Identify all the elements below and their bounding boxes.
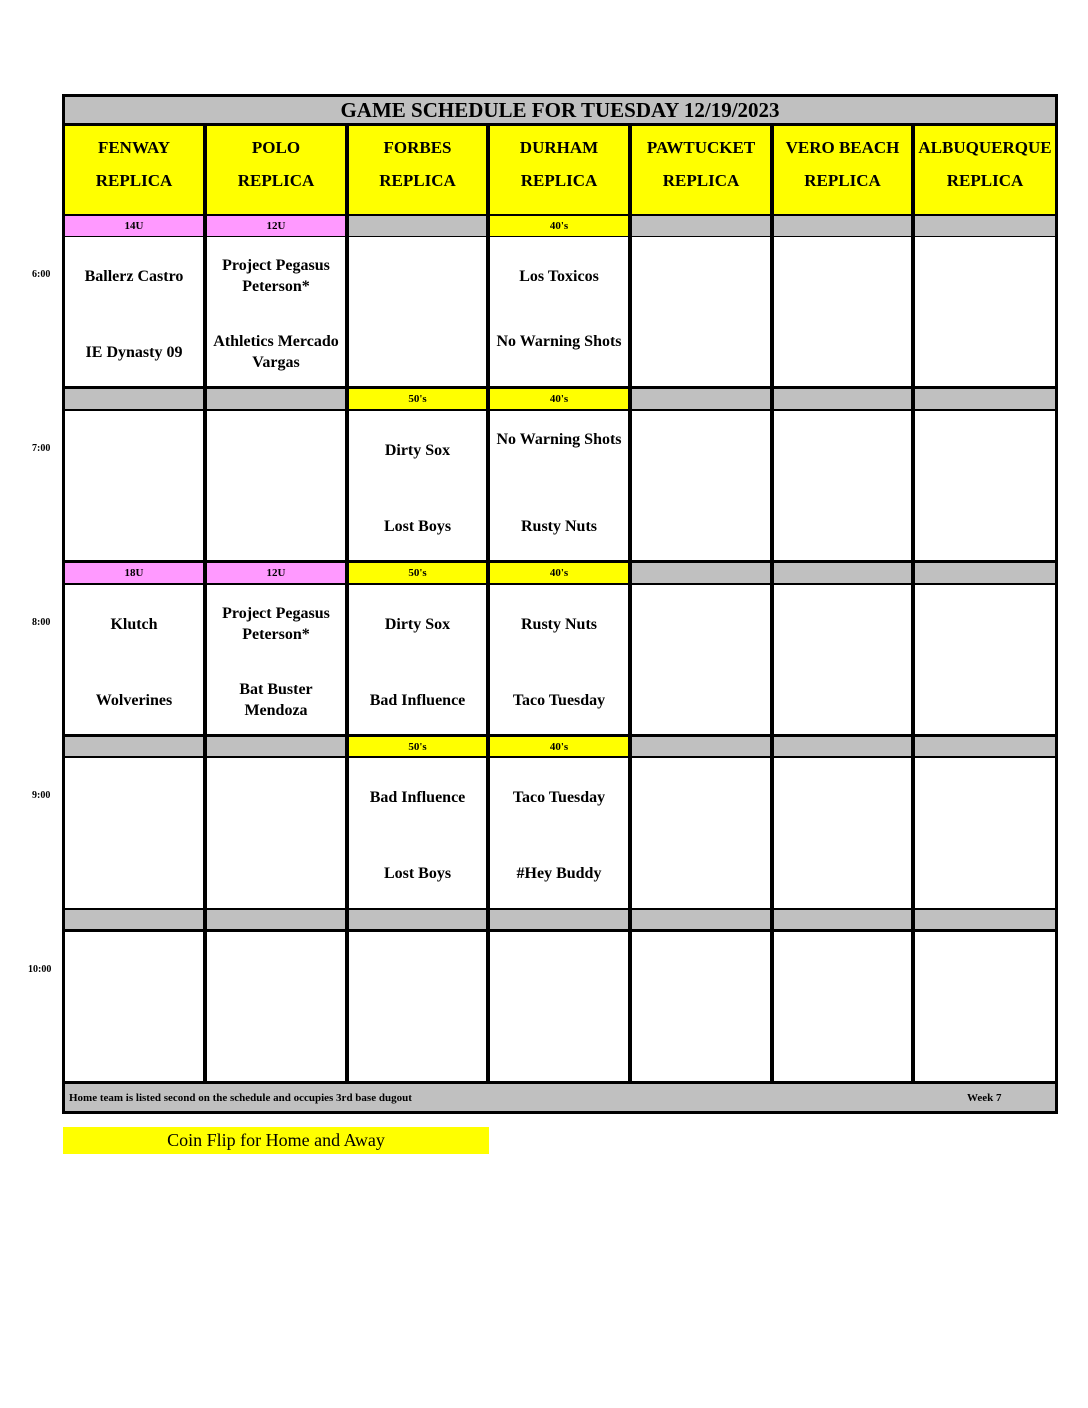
away-team: Los Toxicos xyxy=(519,268,599,285)
game-cell xyxy=(349,585,486,734)
field-type: REPLICA xyxy=(237,171,315,190)
game-cell xyxy=(207,411,345,560)
game-cell xyxy=(207,758,345,908)
game-cell xyxy=(915,411,1055,560)
division-bar xyxy=(774,563,911,583)
game-cell xyxy=(65,932,203,1081)
away-team: No Warning Shots xyxy=(496,431,622,448)
division-bar xyxy=(65,910,203,929)
game-cell xyxy=(915,932,1055,1081)
away-team: Taco Tuesday xyxy=(512,789,606,806)
division-bar xyxy=(207,389,345,409)
game-cell xyxy=(65,585,203,734)
game-cell xyxy=(490,237,628,386)
game-cell xyxy=(632,585,770,734)
away-team: Klutch xyxy=(110,616,158,633)
time-label: 7:00 xyxy=(32,443,51,454)
division-bar: 12U xyxy=(207,216,345,236)
game-cell xyxy=(490,758,628,908)
field-name: DURHAM xyxy=(519,138,599,157)
home-team-note: Home team is listed second on the schedule and occupies 3rd base dugout xyxy=(69,1092,412,1104)
game-cell xyxy=(774,758,911,908)
time-label: 10:00 xyxy=(28,964,52,975)
game-cell xyxy=(490,932,628,1081)
division-bar: 40's xyxy=(490,389,628,409)
division-bar: 50's xyxy=(349,563,486,583)
game-cell xyxy=(65,237,203,386)
field-header-forbes xyxy=(349,126,486,214)
field-header-polo xyxy=(207,126,345,214)
schedule-title: GAME SCHEDULE FOR TUESDAY 12/19/2023 xyxy=(65,97,1055,123)
division-bar xyxy=(915,910,1055,929)
game-cell xyxy=(490,411,628,560)
game-cell xyxy=(632,932,770,1081)
field-type: REPLICA xyxy=(946,171,1024,190)
time-label: 9:00 xyxy=(32,790,51,801)
division-bar xyxy=(632,563,770,583)
division-bar xyxy=(207,910,345,929)
division-bar xyxy=(774,910,911,929)
division-bar xyxy=(65,737,203,756)
game-cell xyxy=(774,237,911,386)
game-cell xyxy=(774,932,911,1081)
home-team: Wolverines xyxy=(95,692,173,709)
division-bar xyxy=(349,216,486,236)
division-bar xyxy=(632,216,770,236)
game-cell xyxy=(490,585,628,734)
footer-bar xyxy=(65,1084,1055,1111)
game-cell xyxy=(632,411,770,560)
division-bar xyxy=(915,737,1055,756)
home-team: Bad Influence xyxy=(369,692,466,709)
division-bar: 18U xyxy=(65,563,203,583)
division-bar: 50's xyxy=(349,389,486,409)
division-bar xyxy=(774,389,911,409)
week-label: Week 7 xyxy=(967,1092,1002,1104)
division-bar xyxy=(632,737,770,756)
game-cell xyxy=(207,237,345,386)
time-label: 6:00 xyxy=(32,269,51,280)
game-cell xyxy=(207,585,345,734)
home-team: #Hey Buddy xyxy=(516,865,602,882)
division-bar xyxy=(65,389,203,409)
game-cell xyxy=(349,237,486,386)
home-team: Bat Buster Mendoza xyxy=(239,681,313,719)
division-bar xyxy=(490,910,628,929)
game-cell xyxy=(915,758,1055,908)
away-team: Ballerz Castro xyxy=(84,268,184,285)
field-header-albuquerque xyxy=(915,126,1055,214)
field-name: FORBES xyxy=(383,138,452,157)
home-team: No Warning Shots xyxy=(496,333,622,350)
field-type: REPLICA xyxy=(379,171,456,190)
field-type: REPLICA xyxy=(95,171,173,190)
field-name: PAWTUCKET xyxy=(646,138,756,157)
game-cell xyxy=(65,411,203,560)
division-bar xyxy=(774,216,911,236)
field-header-pawtucket xyxy=(632,126,770,214)
home-team: Lost Boys xyxy=(383,518,452,535)
game-cell xyxy=(349,758,486,908)
division-bar xyxy=(774,737,911,756)
away-team: Dirty Sox xyxy=(384,616,451,633)
time-label: 8:00 xyxy=(32,617,51,628)
game-cell xyxy=(207,932,345,1081)
home-team: Athletics Mercado Vargas xyxy=(213,333,339,371)
away-team: Bad Influence xyxy=(369,789,466,806)
division-bar: 40's xyxy=(490,216,628,236)
home-team: IE Dynasty 09 xyxy=(85,344,183,361)
away-team: Project Pegasus Peterson* xyxy=(222,605,330,643)
schedule-table xyxy=(62,94,1058,1114)
division-bar: 14U xyxy=(65,216,203,236)
away-team: Dirty Sox xyxy=(384,442,451,459)
division-bar xyxy=(915,389,1055,409)
division-bar: 40's xyxy=(490,737,628,756)
game-cell xyxy=(915,585,1055,734)
game-cell xyxy=(774,411,911,560)
game-cell xyxy=(349,932,486,1081)
coin-flip-note: Coin Flip for Home and Away xyxy=(63,1127,489,1154)
field-name: POLO xyxy=(251,138,301,157)
home-team: Rusty Nuts xyxy=(520,518,597,535)
division-bar: 12U xyxy=(207,563,345,583)
game-cell xyxy=(915,237,1055,386)
division-bar xyxy=(915,563,1055,583)
field-type: REPLICA xyxy=(520,171,598,190)
field-name: FENWAY xyxy=(97,138,171,157)
field-type: REPLICA xyxy=(662,171,740,190)
division-bar: 50's xyxy=(349,737,486,756)
field-header-durham xyxy=(490,126,628,214)
field-header-fenway xyxy=(65,126,203,214)
game-cell xyxy=(632,758,770,908)
division-bar xyxy=(915,216,1055,236)
division-bar xyxy=(632,910,770,929)
game-cell xyxy=(349,411,486,560)
division-bar xyxy=(349,910,486,929)
away-team: Rusty Nuts xyxy=(520,616,597,633)
home-team: Lost Boys xyxy=(383,865,452,882)
game-cell xyxy=(65,758,203,908)
game-cell xyxy=(632,237,770,386)
home-team: Taco Tuesday xyxy=(512,692,606,709)
field-name: ALBUQUERQUE xyxy=(918,138,1052,157)
field-header-vero-beach xyxy=(774,126,911,214)
division-bar: 40's xyxy=(490,563,628,583)
field-type: REPLICA xyxy=(804,171,881,190)
game-cell xyxy=(774,585,911,734)
division-bar xyxy=(207,737,345,756)
field-name: VERO BEACH xyxy=(785,138,900,157)
away-team: Project Pegasus Peterson* xyxy=(222,257,330,295)
division-bar xyxy=(632,389,770,409)
